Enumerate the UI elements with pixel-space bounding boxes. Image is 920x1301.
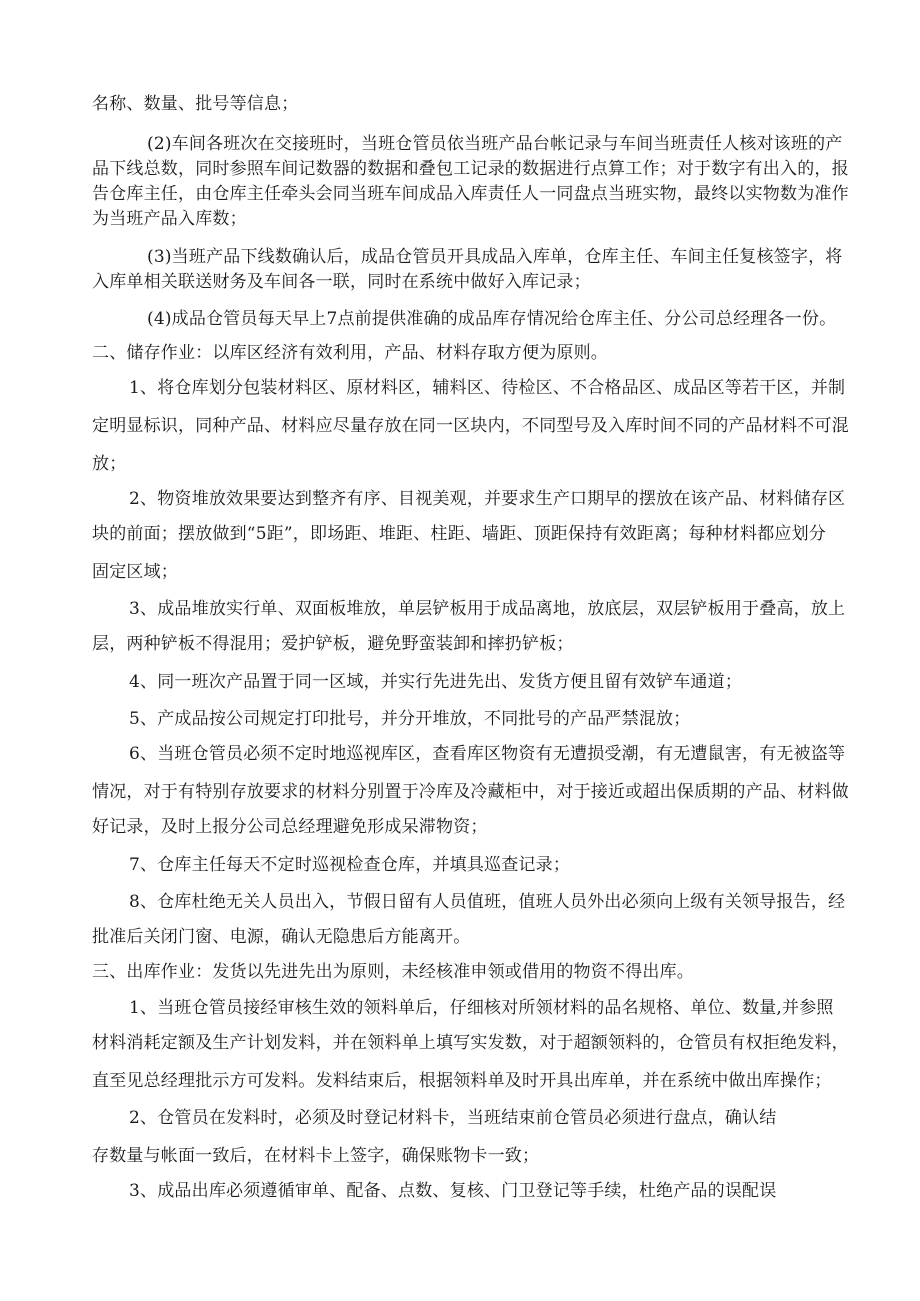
text-line: 2、物资堆放效果要达到整齐有序、目视美观，并要求生产口期早的摆放在该产品、材料储存区 xyxy=(129,489,846,509)
text-line: 存数量与帐面一致后，在材料卡上签字，确保账物卡一致； xyxy=(92,1146,540,1166)
text-line: 名称、数量、批号等信息； xyxy=(92,94,299,114)
text-line: 6、当班仓管员必须不定时地巡视库区，查看库区物资有无遭损受潮，有无遭鼠害，有无被盗等 xyxy=(129,744,846,764)
text-line: (2)车间各班次在交接班时，当班仓管员依当班产品台帐记录与车间当班责任人核对该班的产 xyxy=(147,134,843,154)
text-line: 8、仓库杜绝无关人员出入，节假日留有人员值班，值班人员外出必须向上级有关领导报告，经 xyxy=(129,892,846,912)
text-line: 2、仓管员在发料时，必须及时登记材料卡，当班结束前仓管员必须进行盘点，确认结 xyxy=(129,1108,777,1128)
text-line: 7、仓库主任每天不定时巡视检查仓库，并填具巡查记录； xyxy=(129,855,571,875)
text-line: 品下线总数，同时参照车间记数器的数据和叠包工记录的数据进行点算工作；对于数字有出入的，报 xyxy=(92,159,849,179)
text-line: (4)成品仓管员每天早上7点前提供准确的成品库存情况给仓库主任、分公司总经理各一份。 xyxy=(147,309,837,329)
section-heading: 二、储存作业：以库区经济有效利用，产品、材料存取方便为原则。 xyxy=(92,343,608,363)
text-line: 层，两种铲板不得混用；爱护铲板，避免野蛮装卸和摔扔铲板； xyxy=(92,634,574,654)
text-line: 告仓库主任，由仓库主任牵头会同当班车间成品入库责任人一同盘点当班实物，最终以实物数为准作 xyxy=(92,184,849,204)
text-line: 3、成品堆放实行单、双面板堆放，单层铲板用于成品离地，放底层，双层铲板用于叠高，放上 xyxy=(129,599,846,619)
text-line: 情况，对于有特别存放要求的材料分别置于冷库及冷藏柜中，对于接近或超出保质期的产品、材料做 xyxy=(92,782,849,802)
text-line: 1、当班仓管员接经审核生效的领料单后，仔细核对所领材料的品名规格、单位、数量,并参照 xyxy=(129,998,834,1018)
text-line: 好记录，及时上报分公司总经理避免形成呆滞物资； xyxy=(92,817,488,837)
text-line: (3)当班产品下线数确认后，成品仓管员开具成品入库单，仓库主任、车间主任复核签字，将 xyxy=(147,247,843,267)
text-line: 1、将仓库划分包装材料区、原材料区，辅料区、待检区、不合格品区、成品区等若干区，并制 xyxy=(129,378,846,398)
text-line: 3、成品出库必须遵循审单、配备、点数、复核、门卫登记等手续，杜绝产品的误配误 xyxy=(129,1181,777,1201)
text-line: 直至见总经理批示方可发料。发料结束后，根据领料单及时开具出库单，并在系统中做出库操作； xyxy=(92,1071,832,1091)
section-heading: 三、出库作业：发货以先进先出为原则，未经核准申领或借用的物资不得出库。 xyxy=(92,962,694,982)
text-line: 材料消耗定额及生产计划发料，并在领料单上填写实发数，对于超额领料的，仓管员有权拒绝发料， xyxy=(92,1033,849,1053)
text-line: 块的前面；摆放做到“5距”，即场距、堆距、柱距、墙距、顶距保持有效距离；每种材料都应划分 xyxy=(92,524,826,544)
text-line: 入库单相关联送财务及车间各一联，同时在系统中做好入库记录； xyxy=(92,272,591,292)
text-line: 4、同一班次产品置于同一区域，并实行先进先出、发货方便且留有效铲车通道； xyxy=(129,672,743,692)
text-line: 批准后关闭门窗、电源，确认无隐患后方能离开。 xyxy=(92,927,471,947)
text-line: 定明显标识，同种产品、材料应尽量存放在同一区块内，不同型号及入库时间不同的产品材料不可混 xyxy=(92,416,849,436)
text-line: 放； xyxy=(92,454,127,474)
text-line: 5、产成品按公司规定打印批号，并分开堆放，不同批号的产品严禁混放； xyxy=(129,709,691,729)
text-line: 为当班产品入库数； xyxy=(92,209,247,229)
text-line: 固定区域； xyxy=(92,562,178,582)
